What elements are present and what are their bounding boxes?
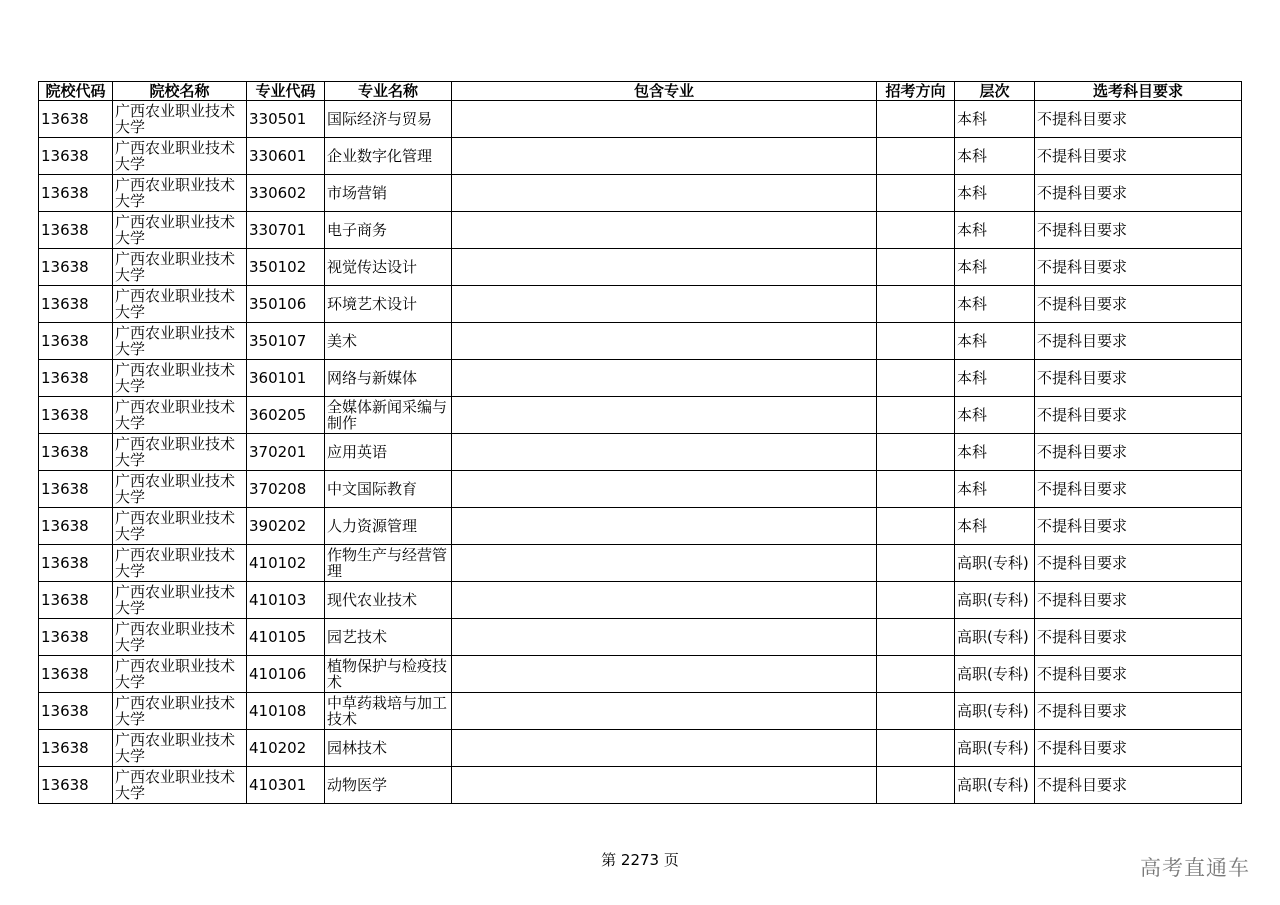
cell-major-code: 330601: [247, 138, 325, 175]
admissions-table: [38, 81, 1242, 804]
cell-major-code: 330701: [247, 212, 325, 249]
cell-school-code: 13638: [39, 249, 113, 286]
cell-major-name: 环境艺术设计: [325, 286, 452, 323]
cell-subject-requirement: 不提科目要求: [1035, 656, 1242, 693]
table-row: [39, 397, 1242, 434]
cell-direction: [877, 360, 955, 397]
cell-direction: [877, 508, 955, 545]
cell-school-name: 广西农业职业技术大学: [113, 360, 247, 397]
cell-school-code: 13638: [39, 397, 113, 434]
cell-school-code: 13638: [39, 212, 113, 249]
cell-subject-requirement: 不提科目要求: [1035, 323, 1242, 360]
table-row: [39, 286, 1242, 323]
cell-school-code: 13638: [39, 693, 113, 730]
table-row: [39, 508, 1242, 545]
cell-school-name: 广西农业职业技术大学: [113, 434, 247, 471]
cell-subject-requirement: 不提科目要求: [1035, 434, 1242, 471]
cell-major-name: 作物生产与经营管理: [325, 545, 452, 582]
cell-direction: [877, 471, 955, 508]
cell-direction: [877, 286, 955, 323]
cell-major-name: 中草药栽培与加工技术: [325, 693, 452, 730]
cell-included-majors: [452, 582, 877, 619]
cell-school-code: 13638: [39, 101, 113, 138]
cell-major-name: 中文国际教育: [325, 471, 452, 508]
cell-major-code: 330602: [247, 175, 325, 212]
cell-included-majors: [452, 101, 877, 138]
cell-level: 本科: [955, 508, 1035, 545]
cell-direction: [877, 212, 955, 249]
cell-included-majors: [452, 360, 877, 397]
cell-major-name: 国际经济与贸易: [325, 101, 452, 138]
table-row: [39, 582, 1242, 619]
cell-level: 本科: [955, 249, 1035, 286]
cell-major-name: 视觉传达设计: [325, 249, 452, 286]
cell-major-name: 现代农业技术: [325, 582, 452, 619]
cell-school-name: 广西农业职业技术大学: [113, 249, 247, 286]
cell-included-majors: [452, 397, 877, 434]
cell-subject-requirement: 不提科目要求: [1035, 508, 1242, 545]
cell-major-name: 电子商务: [325, 212, 452, 249]
cell-subject-requirement: 不提科目要求: [1035, 582, 1242, 619]
cell-major-code: 350102: [247, 249, 325, 286]
table-row: [39, 471, 1242, 508]
cell-direction: [877, 767, 955, 804]
cell-school-name: 广西农业职业技术大学: [113, 767, 247, 804]
cell-school-code: 13638: [39, 175, 113, 212]
cell-school-code: 13638: [39, 767, 113, 804]
cell-school-code: 13638: [39, 138, 113, 175]
cell-major-code: 410301: [247, 767, 325, 804]
cell-included-majors: [452, 619, 877, 656]
cell-major-name: 园林技术: [325, 730, 452, 767]
cell-school-name: 广西农业职业技术大学: [113, 471, 247, 508]
cell-level: 本科: [955, 323, 1035, 360]
cell-direction: [877, 101, 955, 138]
cell-level: 高职(专科): [955, 693, 1035, 730]
cell-major-code: 350107: [247, 323, 325, 360]
cell-included-majors: [452, 175, 877, 212]
table-row: [39, 360, 1242, 397]
cell-subject-requirement: 不提科目要求: [1035, 138, 1242, 175]
cell-school-code: 13638: [39, 434, 113, 471]
cell-school-code: 13638: [39, 582, 113, 619]
cell-school-code: 13638: [39, 471, 113, 508]
table-row: [39, 693, 1242, 730]
cell-included-majors: [452, 730, 877, 767]
cell-included-majors: [452, 471, 877, 508]
cell-direction: [877, 693, 955, 730]
cell-major-name: 园艺技术: [325, 619, 452, 656]
cell-included-majors: [452, 212, 877, 249]
header-major-name: 专业名称: [325, 82, 452, 101]
cell-direction: [877, 249, 955, 286]
cell-school-code: 13638: [39, 619, 113, 656]
cell-major-code: 350106: [247, 286, 325, 323]
cell-direction: [877, 397, 955, 434]
cell-school-name: 广西农业职业技术大学: [113, 730, 247, 767]
cell-included-majors: [452, 138, 877, 175]
table-body: [39, 101, 1242, 804]
cell-direction: [877, 582, 955, 619]
cell-direction: [877, 175, 955, 212]
cell-included-majors: [452, 508, 877, 545]
cell-major-name: 动物医学: [325, 767, 452, 804]
cell-major-name: 企业数字化管理: [325, 138, 452, 175]
cell-major-code: 360205: [247, 397, 325, 434]
cell-school-name: 广西农业职业技术大学: [113, 286, 247, 323]
table-row: [39, 323, 1242, 360]
cell-major-code: 330501: [247, 101, 325, 138]
header-school-name: 院校名称: [113, 82, 247, 101]
cell-major-name: 美术: [325, 323, 452, 360]
cell-major-code: 370208: [247, 471, 325, 508]
cell-direction: [877, 730, 955, 767]
table-row: [39, 249, 1242, 286]
cell-included-majors: [452, 656, 877, 693]
cell-level: 本科: [955, 286, 1035, 323]
cell-school-code: 13638: [39, 360, 113, 397]
cell-level: 本科: [955, 138, 1035, 175]
cell-direction: [877, 434, 955, 471]
cell-school-name: 广西农业职业技术大学: [113, 656, 247, 693]
cell-subject-requirement: 不提科目要求: [1035, 212, 1242, 249]
cell-school-name: 广西农业职业技术大学: [113, 397, 247, 434]
watermark: 高考直通车: [1140, 856, 1250, 880]
cell-school-code: 13638: [39, 286, 113, 323]
cell-major-code: 410103: [247, 582, 325, 619]
cell-level: 本科: [955, 175, 1035, 212]
cell-direction: [877, 323, 955, 360]
cell-subject-requirement: 不提科目要求: [1035, 286, 1242, 323]
cell-school-name: 广西农业职业技术大学: [113, 582, 247, 619]
cell-subject-requirement: 不提科目要求: [1035, 767, 1242, 804]
cell-included-majors: [452, 286, 877, 323]
cell-subject-requirement: 不提科目要求: [1035, 249, 1242, 286]
cell-direction: [877, 619, 955, 656]
table-row: [39, 730, 1242, 767]
table-row: [39, 656, 1242, 693]
cell-included-majors: [452, 693, 877, 730]
cell-school-code: 13638: [39, 323, 113, 360]
cell-school-name: 广西农业职业技术大学: [113, 323, 247, 360]
cell-level: 本科: [955, 360, 1035, 397]
cell-level: 本科: [955, 212, 1035, 249]
cell-major-code: 410108: [247, 693, 325, 730]
cell-school-code: 13638: [39, 545, 113, 582]
cell-school-code: 13638: [39, 730, 113, 767]
table-header-row: [39, 82, 1242, 101]
cell-level: 高职(专科): [955, 767, 1035, 804]
cell-subject-requirement: 不提科目要求: [1035, 471, 1242, 508]
cell-level: 本科: [955, 434, 1035, 471]
header-major-code: 专业代码: [247, 82, 325, 101]
cell-school-name: 广西农业职业技术大学: [113, 693, 247, 730]
cell-major-code: 410105: [247, 619, 325, 656]
cell-school-name: 广西农业职业技术大学: [113, 508, 247, 545]
table-row: [39, 212, 1242, 249]
cell-major-name: 网络与新媒体: [325, 360, 452, 397]
cell-major-code: 410102: [247, 545, 325, 582]
page-number: 第 2273 页: [601, 851, 679, 869]
cell-school-name: 广西农业职业技术大学: [113, 101, 247, 138]
cell-school-name: 广西农业职业技术大学: [113, 545, 247, 582]
cell-major-name: 应用英语: [325, 434, 452, 471]
cell-included-majors: [452, 767, 877, 804]
cell-school-name: 广西农业职业技术大学: [113, 138, 247, 175]
cell-major-name: 植物保护与检疫技术: [325, 656, 452, 693]
cell-level: 高职(专科): [955, 582, 1035, 619]
cell-major-code: 410202: [247, 730, 325, 767]
cell-subject-requirement: 不提科目要求: [1035, 101, 1242, 138]
cell-major-name: 人力资源管理: [325, 508, 452, 545]
header-included-majors: 包含专业: [452, 82, 877, 101]
cell-level: 本科: [955, 471, 1035, 508]
cell-subject-requirement: 不提科目要求: [1035, 175, 1242, 212]
cell-major-name: 全媒体新闻采编与制作: [325, 397, 452, 434]
table-row: [39, 619, 1242, 656]
table-row: [39, 767, 1242, 804]
cell-included-majors: [452, 323, 877, 360]
cell-subject-requirement: 不提科目要求: [1035, 397, 1242, 434]
cell-school-name: 广西农业职业技术大学: [113, 212, 247, 249]
cell-level: 本科: [955, 397, 1035, 434]
cell-direction: [877, 545, 955, 582]
cell-subject-requirement: 不提科目要求: [1035, 693, 1242, 730]
cell-included-majors: [452, 434, 877, 471]
table-row: [39, 545, 1242, 582]
cell-major-code: 410106: [247, 656, 325, 693]
table-row: [39, 138, 1242, 175]
table-row: [39, 101, 1242, 138]
header-school-code: 院校代码: [39, 82, 113, 101]
cell-school-code: 13638: [39, 508, 113, 545]
cell-school-name: 广西农业职业技术大学: [113, 175, 247, 212]
cell-direction: [877, 138, 955, 175]
table-row: [39, 434, 1242, 471]
cell-major-code: 370201: [247, 434, 325, 471]
cell-subject-requirement: 不提科目要求: [1035, 360, 1242, 397]
cell-included-majors: [452, 545, 877, 582]
cell-subject-requirement: 不提科目要求: [1035, 545, 1242, 582]
cell-level: 高职(专科): [955, 656, 1035, 693]
cell-major-code: 390202: [247, 508, 325, 545]
cell-level: 高职(专科): [955, 730, 1035, 767]
cell-included-majors: [452, 249, 877, 286]
cell-subject-requirement: 不提科目要求: [1035, 730, 1242, 767]
cell-major-name: 市场营销: [325, 175, 452, 212]
cell-subject-requirement: 不提科目要求: [1035, 619, 1242, 656]
cell-level: 高职(专科): [955, 545, 1035, 582]
header-direction: 招考方向: [877, 82, 955, 101]
cell-school-name: 广西农业职业技术大学: [113, 619, 247, 656]
cell-direction: [877, 656, 955, 693]
cell-major-code: 360101: [247, 360, 325, 397]
cell-school-code: 13638: [39, 656, 113, 693]
cell-level: 本科: [955, 101, 1035, 138]
cell-level: 高职(专科): [955, 619, 1035, 656]
header-subject-requirement: 选考科目要求: [1035, 82, 1242, 101]
table-row: [39, 175, 1242, 212]
header-level: 层次: [955, 82, 1035, 101]
